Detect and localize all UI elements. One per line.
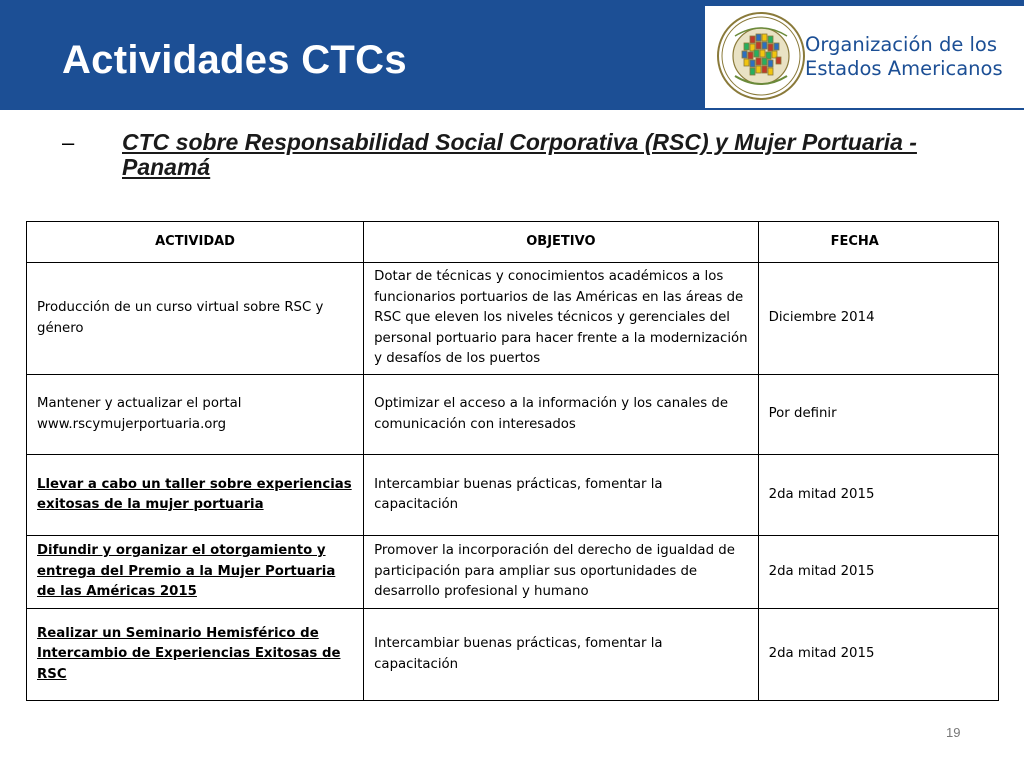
cell-fecha: Diciembre 2014 [758,263,998,375]
cell-fecha: 2da mitad 2015 [758,455,998,536]
table-row [27,609,999,701]
cell-actividad: Producción de un curso virtual sobre RSC y género [27,263,364,375]
organization-name-line2: Estados Americanos [805,57,1003,80]
slide-title: Actividades CTCs [62,38,407,82]
organization-name-line1: Organización de los [805,33,998,56]
header-objetivo: OBJETIVO [364,222,759,263]
table-row [27,375,999,455]
cell-fecha: 2da mitad 2015 [758,536,998,609]
table-row [27,263,999,375]
slide-header [0,0,1024,110]
table-row [27,536,999,609]
header-actividad: ACTIVIDAD [27,222,364,263]
page-number: 19 [946,725,961,740]
cell-fecha: 2da mitad 2015 [758,609,998,701]
table-row [27,455,999,536]
cell-fecha: Por definir [758,375,998,455]
cell-actividad: Mantener y actualizar el portal www.rscymujerportuaria.org [27,375,364,455]
cell-actividad: Realizar un Seminario Hemisférico de Intercambio de Experiencias Exitosas de RSC [27,609,364,701]
activities-table [26,221,999,701]
organization-logo [705,6,1024,108]
cell-objetivo: Promover la incorporación del derecho de igualdad de participación para ampliar sus oportunidades de desarrollo profesional y humano [364,536,759,609]
cell-objetivo: Dotar de técnicas y conocimientos académicos a los funcionarios portuarios de las Américas en las áreas de RSC que eleven los niveles técnicos y gerenciales del personal portuario para hacer frente a la modernización y desafíos de los puertos [364,263,759,375]
slide-subtitle [122,130,982,180]
cell-objetivo: Intercambiar buenas prácticas, fomentar la capacitación [364,455,759,536]
cell-objetivo: Optimizar el acceso a la información y los canales de comunicación con interesados [364,375,759,455]
organization-name [805,33,1003,81]
slide-subtitle-text: CTC sobre Responsabilidad Social Corporativa (RSC) y Mujer Portuaria - Panamá [122,129,917,180]
cell-actividad: Difundir y organizar el otorgamiento y entrega del Premio a la Mujer Portuaria de las Américas 2015 [27,536,364,609]
header-fecha: FECHA [758,222,998,263]
oas-seal-icon [717,12,805,100]
cell-actividad: Llevar a cabo un taller sobre experiencias exitosas de la mujer portuaria [27,455,364,536]
subtitle-dash: – [62,130,75,155]
cell-objetivo: Intercambiar buenas prácticas, fomentar la capacitación [364,609,759,701]
table-header-row [27,222,999,263]
